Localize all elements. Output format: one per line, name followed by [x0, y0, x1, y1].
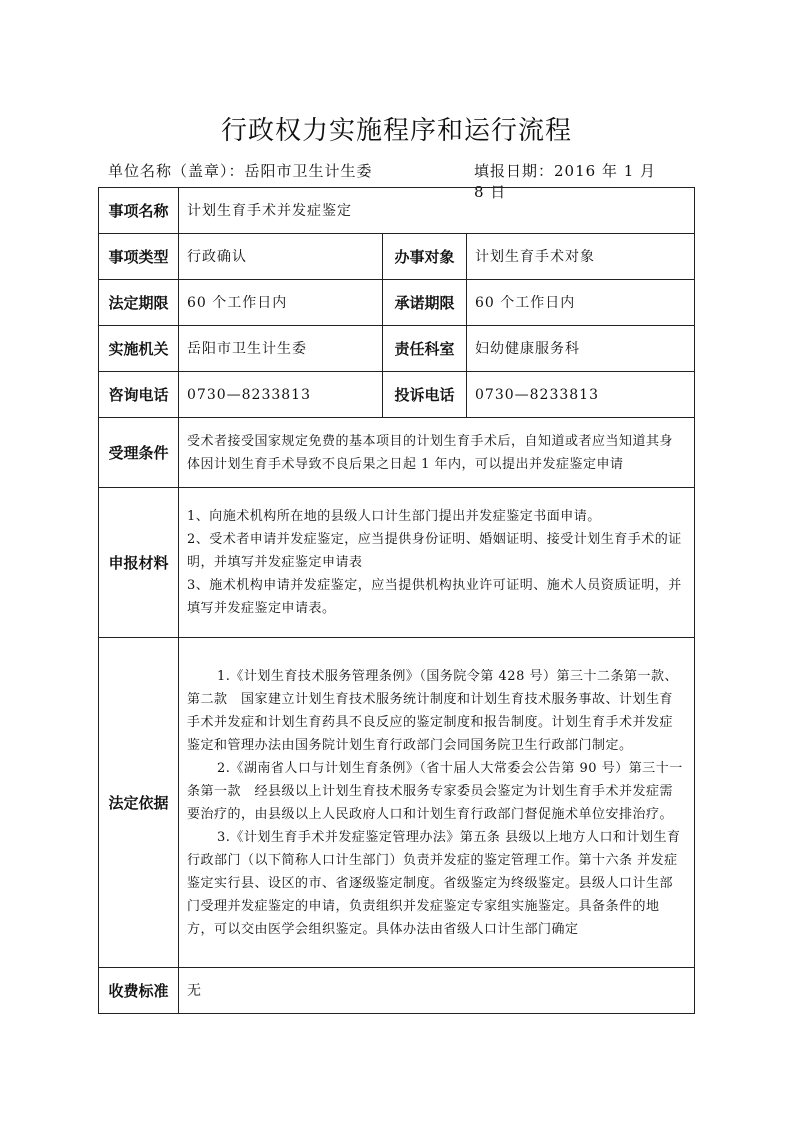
materials-item: 1、向施术机构所在地的县级人口计生部门提出并发症鉴定书面申请。 — [187, 509, 601, 524]
complaint-phone-value: 0730—8233813 — [467, 372, 695, 418]
fee-value: 无 — [179, 968, 695, 1014]
materials-label: 申报材料 — [99, 488, 179, 638]
agency-label: 实施机关 — [99, 326, 179, 372]
fill-date: 填报日期：2016 年 1 月 8 日 — [474, 162, 657, 201]
materials-item: 2、受术者申请并发症鉴定，应当提供身份证明、婚姻证明、接受计划生育手术的证明，并填写并发症鉴定申请表 — [187, 532, 682, 570]
unit-name: 单位名称（盖章）：岳阳市卫生计生委 — [108, 162, 373, 180]
row-phones — [99, 372, 695, 418]
legal-basis-item: 2.《湖南省人口与计划生育条例》（省十届人大常委会公告第 90 号）第三十一条第一款 经县级以上计划生育技术服务专家委员会鉴定为计划生育手术并发症需要治疗的，由县级以上人民政府人口和计划生育行政部门督促施术单位安排治疗。 — [187, 760, 683, 822]
promised-period-label: 承诺期限 — [383, 280, 467, 326]
row-materials — [99, 488, 695, 638]
legal-basis-item: 1.《计划生育技术服务管理条例》（国务院令第 428 号）第三十二条第一款、第二款 国家建立计划生育技术服务统计制度和计划生育技术服务事故、计划生育手术并发症和计划生育药具不良反应的鉴定制度和报告制度。计划生育手术并发症鉴定和管理办法由国务院计划生育行政部门会同国务院卫生行政部门制定。 — [187, 668, 678, 753]
promised-period-value: 60 个工作日内 — [467, 280, 695, 326]
conditions-label: 受理条件 — [99, 418, 179, 488]
target-value: 计划生育手术对象 — [467, 234, 695, 280]
row-agency — [99, 326, 695, 372]
legal-basis-cell — [179, 638, 695, 968]
item-name-label: 事项名称 — [99, 188, 179, 234]
department-label: 责任科室 — [383, 326, 467, 372]
consult-phone-label: 咨询电话 — [99, 372, 179, 418]
complaint-phone-label: 投诉电话 — [383, 372, 467, 418]
process-table — [98, 187, 695, 1014]
department-value: 妇幼健康服务科 — [467, 326, 695, 372]
consult-phone-value: 0730—8233813 — [179, 372, 383, 418]
materials-cell — [179, 488, 695, 638]
target-label: 办事对象 — [383, 234, 467, 280]
document-header — [108, 160, 668, 201]
legal-basis-item: 3.《计划生育手术并发症鉴定管理办法》第五条 县级以上地方人口和计划生育行政部门（以下简称人口计生部门）负责并发症的鉴定管理工作。第十六条 并发症鉴定实行县、设区的市、省逐级鉴定制度。省级鉴定为终级鉴定。县级人口计生部门受理并发症鉴定的申请，负责组织并发症鉴定专家组实施鉴定。具备条件的地方，可以交由医学会组织鉴定。具体办法由省级人口计生部门确定 — [187, 829, 681, 937]
page-title: 行政权力实施程序和运行流程 — [220, 116, 572, 146]
row-conditions — [99, 418, 695, 488]
conditions-cell — [179, 418, 695, 488]
fee-label: 收费标准 — [99, 968, 179, 1014]
item-type-value: 行政确认 — [179, 234, 383, 280]
conditions-text: 受术者接受国家规定免费的基本项目的计划生育手术后，自知道或者应当知道其身体因计划生育手术导致不良后果之日起 1 年内，可以提出并发症鉴定申请 — [187, 433, 674, 472]
row-item-type — [99, 234, 695, 280]
row-fee — [99, 968, 695, 1014]
legal-period-label: 法定期限 — [99, 280, 179, 326]
legal-basis-label: 法定依据 — [99, 638, 179, 968]
agency-value: 岳阳市卫生计生委 — [179, 326, 383, 372]
row-periods — [99, 280, 695, 326]
row-item-name — [99, 188, 695, 234]
legal-period-value: 60 个工作日内 — [179, 280, 383, 326]
row-legal-basis — [99, 638, 695, 968]
item-type-label: 事项类型 — [99, 234, 179, 280]
item-name-value: 计划生育手术并发症鉴定 — [179, 188, 695, 234]
materials-item: 3、施术机构申请并发症鉴定，应当提供机构执业许可证明、施术人员资质证明，并填写并发症鉴定申请表。 — [187, 578, 682, 616]
